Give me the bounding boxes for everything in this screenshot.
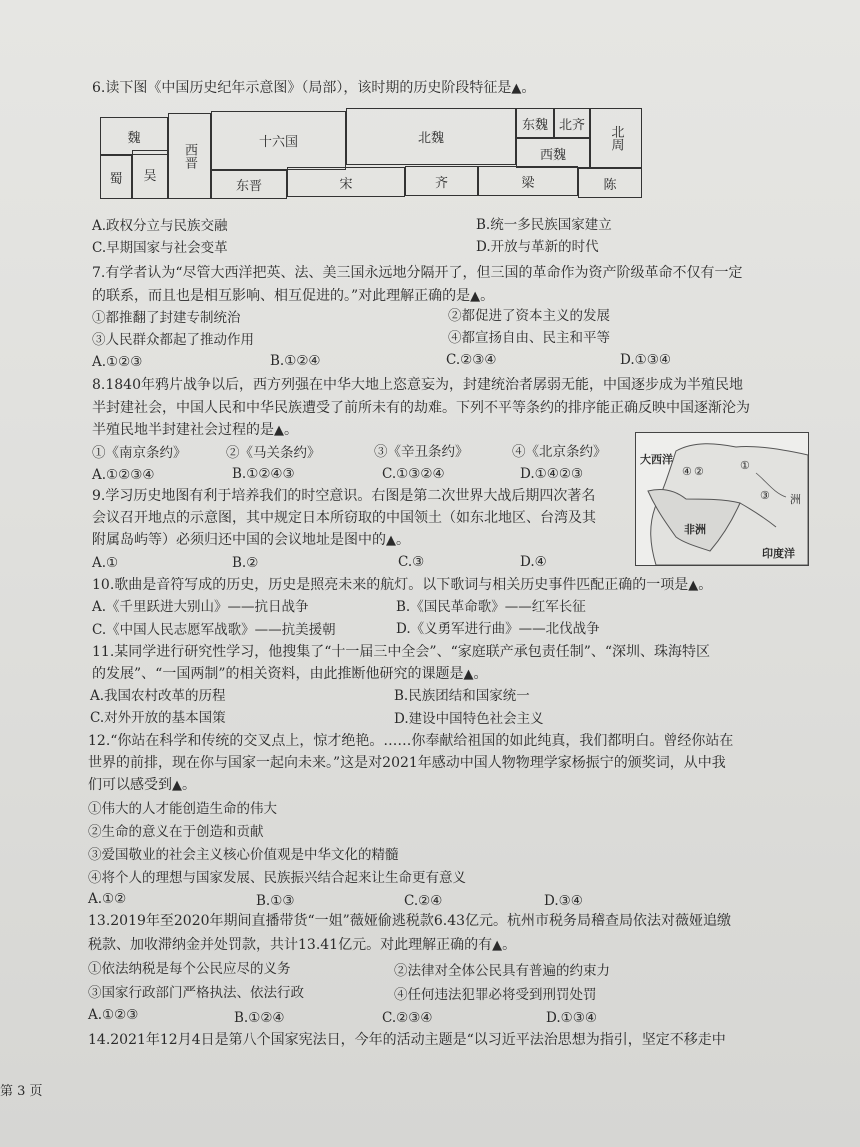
q13-option-c[interactable]: C.②③④ <box>382 1010 433 1026</box>
q7-option-b[interactable]: B.①②④ <box>270 353 321 369</box>
q13-item-4: ④任何违法犯罪必将受到刑罚处罚 <box>394 987 597 1003</box>
q7-option-d[interactable]: D.①③④ <box>620 352 671 368</box>
cell-liang: 梁 <box>478 166 578 196</box>
q12-item-2: ②生命的意义在于创造和贡献 <box>88 824 264 840</box>
q9-stem-line1: 9.学习历史地图有利于培养我们的时空意识。右图是第二次世界大战后期四次著名 <box>92 488 596 504</box>
q11-stem-line1: 11.某同学进行研究性学习，他搜集了“十一届三中全会”、“家庭联产承包责任制”、“深圳、珠海特区 <box>92 644 711 660</box>
q12-option-b[interactable]: B.①③ <box>256 893 295 909</box>
cell-beiqi: 北齐 <box>554 108 590 138</box>
q14-stem-line1: 14.2021年12月4日是第八个国家宪法日，今年的活动主题是“以习近平法治思想为指引，坚定不移走中 <box>88 1032 726 1048</box>
q8-stem-line1: 8.1840年鸦片战争以后，西方列强在中华大地上恣意妄为，封建统治者孱弱无能，中国逐步成为半殖民地 <box>92 377 743 393</box>
q11-option-d[interactable]: D.建设中国特色社会主义 <box>394 711 544 727</box>
q9-stem-line2: 会议召开地点的示意图，其中规定日本所窃取的中国领土（如东北地区、台湾及其 <box>92 510 596 526</box>
q13-stem-line1: 13.2019年至2020年期间直播带货“一姐”薇娅偷逃税款6.43亿元。杭州市税务局稽查局依法对薇娅追缴 <box>88 913 732 929</box>
q9-option-d[interactable]: D.④ <box>520 554 547 570</box>
q6-option-d[interactable]: D.开放与革新的时代 <box>476 239 599 255</box>
q7-item-4: ④都宣扬自由、民主和平等 <box>448 330 610 346</box>
q11-stem-line2: 的发展”、“一国两制”的相关资料，由此推断他研究的课题是▲。 <box>92 666 488 682</box>
cell-shiliuguo: 十六国 <box>211 111 346 170</box>
q13-item-1: ①依法纳税是每个公民应尽的义务 <box>88 961 291 977</box>
wwii-conference-map <box>635 432 809 566</box>
q12-item-3: ③爱国敬业的社会主义核心价值观是中华文化的精髓 <box>88 847 399 863</box>
q8-item-2: ②《马关条约》 <box>226 445 321 461</box>
q7-item-1: ①都推翻了封建专制统治 <box>92 310 241 326</box>
q7-item-3: ③人民群众都起了推动作用 <box>92 332 254 348</box>
cell-chen: 陈 <box>578 168 642 198</box>
cell-xijin: 西晋 <box>168 113 211 199</box>
q12-stem-line3: 们可以感受到▲。 <box>88 777 196 793</box>
q8-item-4: ④《北京条约》 <box>512 444 607 460</box>
q10-option-b[interactable]: B.《国民革命歌》——红军长征 <box>396 599 586 615</box>
q12-item-1: ①伟大的人才能创造生命的伟大 <box>88 801 277 817</box>
q7-option-c[interactable]: C.②③④ <box>446 352 497 368</box>
q11-option-a[interactable]: A.我国农村改革的历程 <box>90 688 226 704</box>
q8-item-1: ①《南京条约》 <box>92 445 187 461</box>
cell-qi: 齐 <box>405 166 478 196</box>
q12-option-d[interactable]: D.③④ <box>544 893 583 909</box>
map-label-indian-ocean: 印度洋 <box>762 547 795 560</box>
q6-stem: 6.读下图《中国历史纪年示意图》（局部），该时期的历史阶段特征是▲。 <box>92 80 536 96</box>
q13-item-3: ③国家行政部门严格执法、依法行政 <box>88 985 304 1001</box>
q10-option-a[interactable]: A.《千里跃进大别山》——抗日战争 <box>92 599 309 615</box>
cell-dongjin: 东晋 <box>211 170 287 199</box>
q12-stem-line1: 12.“你站在科学和传统的交叉点上，惊才绝艳。……你奉献给祖国的如此纯真，我们都明白。曾经你站在 <box>88 733 734 749</box>
q8-option-b[interactable]: B.①②④③ <box>232 466 295 482</box>
q11-option-c[interactable]: C.对外开放的基本国策 <box>90 710 226 726</box>
q13-stem-line2: 税款、加收滞纳金并处罚款，共计13.41亿元。对此理解正确的有▲。 <box>88 937 517 953</box>
q12-stem-line2: 世界的前排，现在你与国家一起向未来。”这是对2021年感动中国人物物理学家杨振宁的颁奖词，从中我 <box>88 755 726 771</box>
cell-dongwei: 东魏 <box>516 108 554 138</box>
cell-beizhou: 北周 <box>590 108 642 168</box>
cell-song: 宋 <box>287 167 405 197</box>
cell-shu: 蜀 <box>100 155 132 199</box>
map-marker-4: ④ <box>682 465 692 478</box>
q8-stem-line2: 半封建社会，中国人民和中华民族遭受了前所未有的劫难。下列不平等条约的排序能正确反映中国逐渐沦为 <box>92 400 750 416</box>
map-label-africa: 非洲 <box>684 523 706 536</box>
q11-option-b[interactable]: B.民族团结和国家统一 <box>394 688 530 704</box>
q9-option-c[interactable]: C.③ <box>398 554 425 570</box>
q10-option-d[interactable]: D.《义勇军进行曲》——北伐战争 <box>396 621 600 637</box>
q6-option-b[interactable]: B.统一多民族国家建立 <box>476 217 612 233</box>
q12-option-a[interactable]: A.①② <box>88 891 127 907</box>
cell-xiwei: 西魏 <box>516 138 590 168</box>
map-label-asia: 洲 <box>790 493 801 506</box>
q8-option-c[interactable]: C.①③②④ <box>382 466 445 482</box>
q13-item-2: ②法律对全体公民具有普遍的约束力 <box>394 963 610 979</box>
q12-item-4: ④将个人的理想与国家发展、民族振兴结合起来让生命更有意义 <box>88 870 466 886</box>
q9-stem-line3: 附属岛屿等）必须归还中国的会议地址是图中的▲。 <box>92 532 410 548</box>
q6-option-a[interactable]: A.政权分立与民族交融 <box>92 218 228 234</box>
q8-item-3: ③《辛丑条约》 <box>374 444 469 460</box>
q6-option-c[interactable]: C.早期国家与社会变革 <box>92 240 228 256</box>
map-marker-3: ③ <box>760 489 770 502</box>
q13-option-b[interactable]: B.①②④ <box>234 1010 285 1026</box>
cell-wei: 魏 <box>100 117 168 155</box>
map-marker-2: ② <box>694 465 704 478</box>
q9-option-a[interactable]: A.① <box>92 555 119 571</box>
q7-stem-line2: 的联系，而且也是相互影响、相互促进的。”对此理解正确的是▲。 <box>92 288 495 304</box>
q8-option-d[interactable]: D.①④②③ <box>520 466 584 482</box>
map-label-atlantic: 大西洋 <box>640 453 673 466</box>
q12-option-c[interactable]: C.②④ <box>404 893 443 909</box>
q8-stem-line3: 半殖民地半封建社会过程的是▲。 <box>92 422 298 438</box>
q7-option-a[interactable]: A.①②③ <box>92 354 143 370</box>
q13-option-d[interactable]: D.①③④ <box>546 1010 597 1026</box>
q10-option-c[interactable]: C.《中国人民志愿军战歌》——抗美援朝 <box>92 622 336 638</box>
map-marker-1: ① <box>740 459 750 472</box>
q13-option-a[interactable]: A.①②③ <box>88 1007 139 1023</box>
q10-stem: 10.歌曲是音符写成的历史，历史是照亮未来的航灯。以下歌词与相关历史事件匹配正确的一项是▲。 <box>92 577 713 593</box>
cell-beiwei: 北魏 <box>346 108 516 165</box>
cell-wu: 吴 <box>132 150 168 199</box>
q7-item-2: ②都促进了资本主义的发展 <box>448 308 610 324</box>
page-number: 第 3 页 <box>0 1084 43 1099</box>
q9-option-b[interactable]: B.② <box>232 555 259 571</box>
q7-stem-line1: 7.有学者认为“尽管大西洋把英、法、美三国永远地分隔开了，但三国的革命作为资产阶级革命不仅有一定 <box>92 265 743 281</box>
q8-option-a[interactable]: A.①②③④ <box>92 467 155 483</box>
